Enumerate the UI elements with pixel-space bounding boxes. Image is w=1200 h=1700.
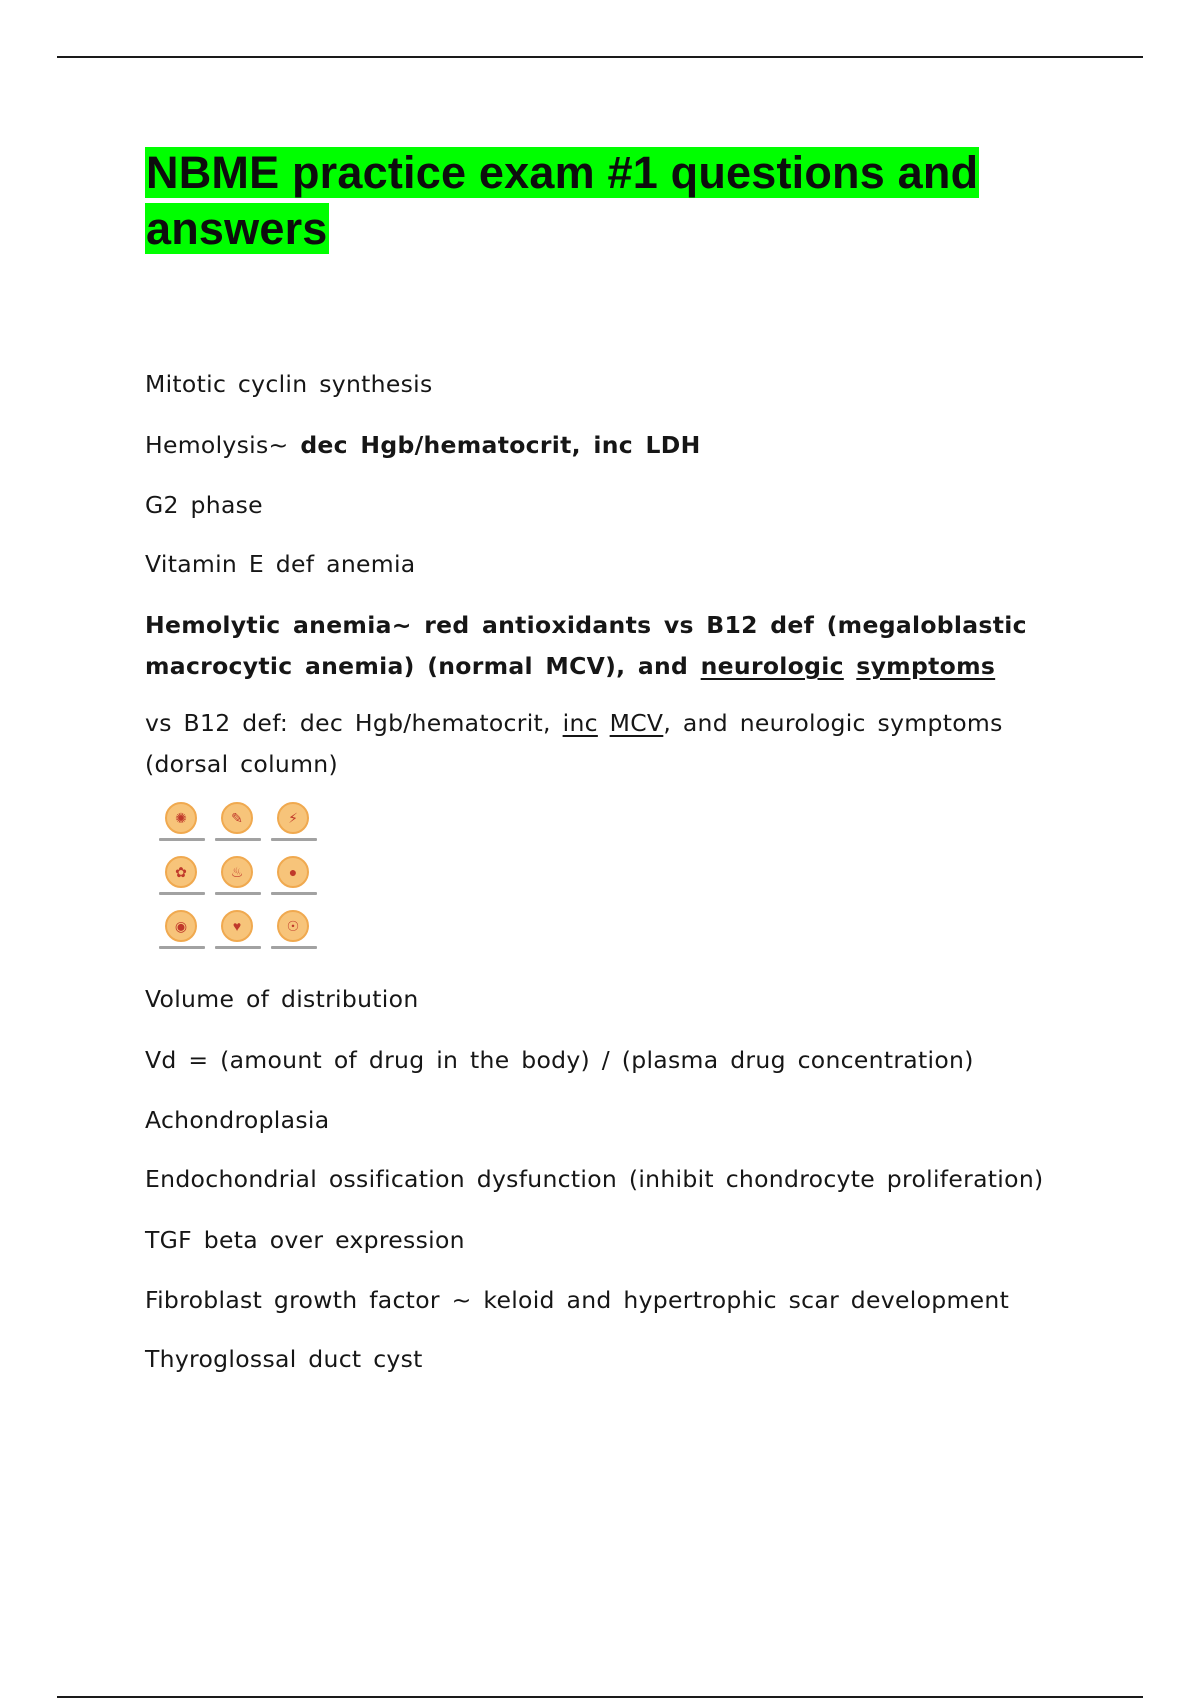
anemia-icon: ✺ [165,802,197,834]
icon-cell [155,908,209,962]
space [598,709,610,737]
icon-cell [267,800,321,854]
icon-caption-mark [159,892,205,895]
icon-caption-mark [215,892,261,895]
blood-vessel-icon: ⚡ [277,802,309,834]
fertility-icon: ☉ [277,910,309,942]
underlined-text: neurologic [700,652,844,680]
icon-cell [211,854,265,908]
definition-text: Hemolysis~ [145,431,301,459]
card-definition [145,431,1065,459]
icon-cell [267,854,321,908]
definition-bold-text: dec Hgb/hematocrit, inc LDH [300,431,701,459]
icon-caption-mark [159,838,205,841]
dry-skin-icon: ✿ [165,856,197,888]
card-term: Mitotic cyclin synthesis [145,370,433,398]
definition-text: Hemolytic anemia~ red antioxidants vs B12 def (megaloblastic macrocytic anemia) (normal MCV), and [145,611,1027,680]
icon-caption-mark [215,946,261,949]
underlined-text: symptoms [856,652,996,680]
icon-caption-mark [215,838,261,841]
icon-caption-mark [271,892,317,895]
bottom-rule [57,1696,1143,1698]
icon-cell [211,908,265,962]
card-definition: Fibroblast growth factor ~ keloid and hypertrophic scar development [145,1286,1010,1314]
heart-icon: ♥ [221,910,253,942]
card-term: TGF beta over expression [145,1226,465,1254]
card-definition-bold [145,605,1065,687]
definition-text: , and neurologic symptoms (dorsal column) [145,709,1003,778]
document-title [145,145,1045,257]
card-definition: Vd = (amount of drug in the body) / (plasma drug concentration) [145,1046,974,1074]
underlined-text: MCV [609,709,664,737]
document-title-block [145,145,1045,257]
hair-loss-icon: ✎ [221,802,253,834]
card-term: Achondroplasia [145,1106,330,1134]
card-term: Thyroglossal duct cyst [145,1345,423,1373]
icon-caption-mark [271,838,317,841]
card-term: G2 phase [145,491,263,519]
icon-cell [155,800,209,854]
cells-icon: ● [277,856,309,888]
card-definition [145,703,1065,785]
top-rule [57,56,1143,58]
title-highlight: NBME practice exam #1 questions and answers [146,147,979,254]
leg-cramps-icon: ♨ [221,856,253,888]
icon-cell [155,854,209,908]
symptom-icon-grid [155,800,325,965]
icon-caption-mark [159,946,205,949]
icon-caption-mark [271,946,317,949]
space [844,652,856,680]
icon-cell [211,800,265,854]
card-definition: Endochondrial ossification dysfunction (inhibit chondrocyte proliferation) [145,1165,1044,1193]
eye-icon: ◉ [165,910,197,942]
definition-text: vs B12 def: dec Hgb/hematocrit, [145,709,563,737]
card-term: Volume of distribution [145,985,419,1013]
icon-cell [267,908,321,962]
underlined-text: inc [562,709,598,737]
card-term: Vitamin E def anemia [145,550,416,578]
